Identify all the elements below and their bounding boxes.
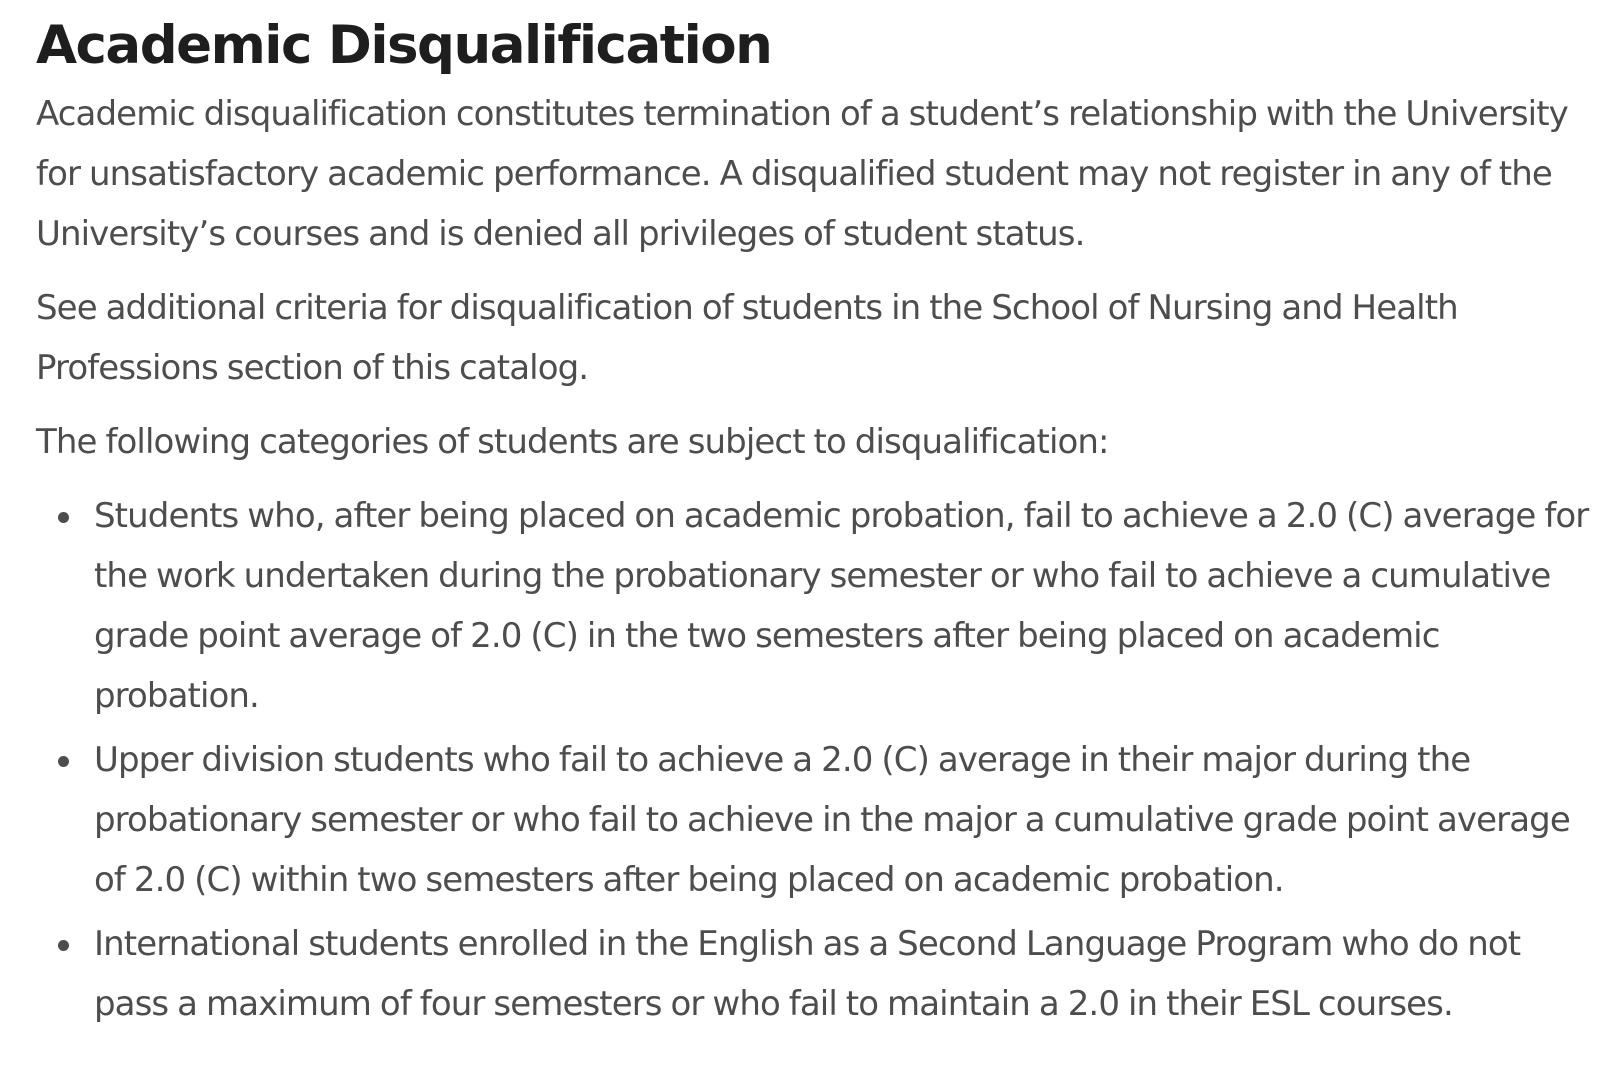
list-item: Upper division students who fail to achieve a 2.0 (C) average in their major during the probationary semester or who fail to achieve in the major a cumulative grade point average of 2.0 (C) within two semesters after being placed on academic probation.: [36, 730, 1596, 910]
disqualification-categories-list: [36, 486, 1596, 1034]
list-item: International students enrolled in the English as a Second Language Program who do not pass a maximum of four semesters or who fail to maintain a 2.0 in their ESL courses.: [36, 914, 1596, 1034]
definition-paragraph: Academic disqualification constitutes termination of a student’s relationship with the University for unsatisfactory academic performance. A disqualified student may not register in any of the University’s courses and is denied all privileges of student status.: [36, 94, 1568, 254]
section-heading: Academic Disqualification: [36, 15, 772, 76]
categories-intro-paragraph: The following categories of students are subject to disqualification:: [36, 422, 1109, 462]
list-item: Students who, after being placed on academic probation, fail to achieve a 2.0 (C) average for the work undertaken during the probationary semester or who fail to achieve a cumulative grade point average of 2.0 (C) in the two semesters after being placed on academic probation.: [36, 486, 1596, 726]
catalog-section: [36, 8, 1596, 1038]
nursing-criteria-paragraph: See additional criteria for disqualification of students in the School of Nursing and Health Professions section of this catalog.: [36, 288, 1458, 388]
